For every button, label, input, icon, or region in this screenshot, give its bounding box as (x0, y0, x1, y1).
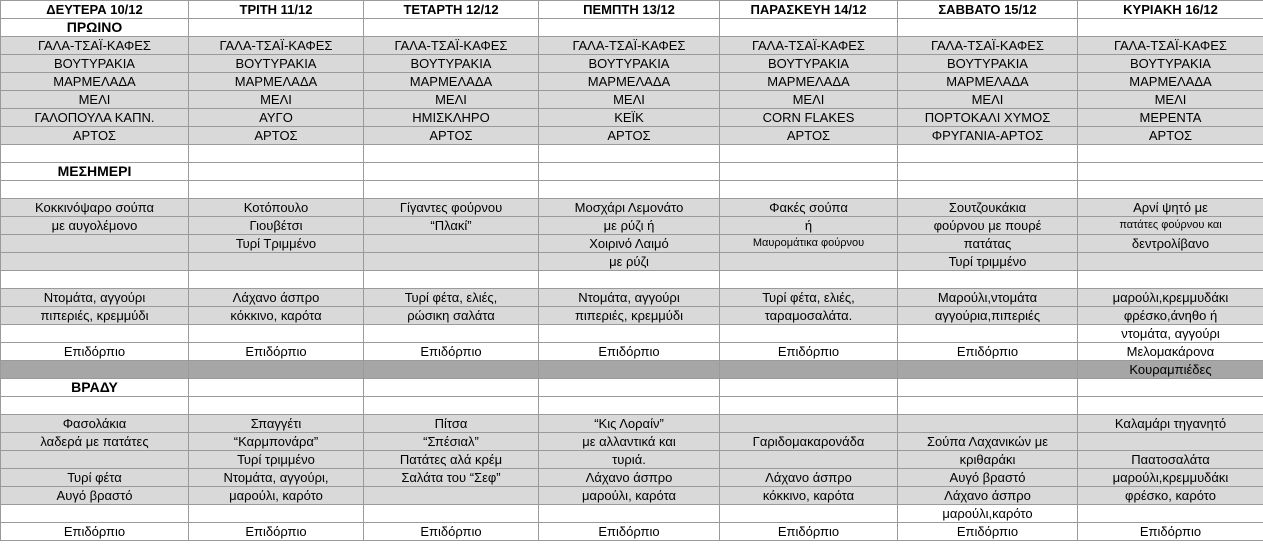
menu-row (1, 145, 1263, 163)
menu-cell: ΜΕΛΙ (1078, 91, 1263, 109)
menu-cell: τυριά. (539, 451, 720, 469)
menu-cell (720, 397, 898, 415)
menu-cell: ΜΕΡΕΝΤΑ (1078, 109, 1263, 127)
menu-cell (539, 325, 720, 343)
menu-cell (539, 379, 720, 397)
menu-cell: Τυρί τριμμένο (898, 253, 1078, 271)
menu-cell: πατάτας (898, 235, 1078, 253)
menu-cell: Κοτόπουλο (189, 199, 364, 217)
menu-cell (1078, 271, 1263, 289)
menu-cell: μαρούλι,κρεμμυδάκι (1078, 289, 1263, 307)
menu-cell: φρέσκο, καρότο (1078, 487, 1263, 505)
menu-cell: ΜΑΡΜΕΛΑΔΑ (720, 73, 898, 91)
menu-cell: κόκκινο, καρότα (720, 487, 898, 505)
menu-cell: Επιδόρπιο (364, 343, 539, 361)
menu-cell (189, 379, 364, 397)
meal-section-title: ΒΡΑΔΥ (1, 379, 189, 397)
menu-cell: ή (720, 217, 898, 235)
menu-cell: με αλλαντικά και (539, 433, 720, 451)
menu-cell (720, 415, 898, 433)
menu-row (1, 235, 1263, 253)
menu-cell: Μαυρομάτικα φούρνου (720, 235, 898, 253)
menu-cell: μαρούλι, καρότο (189, 487, 364, 505)
menu-cell: ΓΑΛΑ-ΤΣΑΪ-ΚΑΦΕΣ (898, 37, 1078, 55)
menu-cell (1078, 145, 1263, 163)
menu-cell: Γαριδομακαρονάδα (720, 433, 898, 451)
menu-cell: Σούπα Λαχανικών με (898, 433, 1078, 451)
menu-cell (720, 19, 898, 37)
menu-row (1, 73, 1263, 91)
menu-cell: Επιδόρπιο (1, 343, 189, 361)
menu-cell (364, 181, 539, 199)
menu-cell: ΒΟΥΤΥΡΑΚΙΑ (720, 55, 898, 73)
menu-cell (1078, 505, 1263, 523)
menu-cell: Επιδόρπιο (189, 523, 364, 541)
menu-row (1, 271, 1263, 289)
menu-row (1, 325, 1263, 343)
menu-cell (189, 145, 364, 163)
menu-cell: Αυγό βραστό (1, 487, 189, 505)
menu-cell: ΜΑΡΜΕΛΑΔΑ (539, 73, 720, 91)
menu-row (1, 505, 1263, 523)
menu-cell (898, 19, 1078, 37)
menu-cell (1, 235, 189, 253)
menu-cell: Επιδόρπιο (720, 523, 898, 541)
meal-section-row (1, 19, 1263, 37)
menu-cell: “Σπέσιαλ” (364, 433, 539, 451)
menu-cell: ΓΑΛΟΠΟΥΛΑ ΚΑΠΝ. (1, 109, 189, 127)
menu-cell: Σαλάτα του “Σεφ” (364, 469, 539, 487)
menu-cell: φούρνου με πουρέ (898, 217, 1078, 235)
menu-cell: ΚΕΪΚ (539, 109, 720, 127)
menu-cell (1078, 181, 1263, 199)
menu-cell (189, 181, 364, 199)
menu-cell (539, 19, 720, 37)
menu-row (1, 451, 1263, 469)
menu-cell: κριθαράκι (898, 451, 1078, 469)
menu-cell (364, 253, 539, 271)
menu-cell: ΜΑΡΜΕΛΑΔΑ (364, 73, 539, 91)
menu-cell: Τυρί φέτα, ελιές, (364, 289, 539, 307)
menu-cell (1, 271, 189, 289)
menu-cell: Επιδόρπιο (898, 523, 1078, 541)
menu-cell: ΑΡΤΟΣ (1, 127, 189, 145)
menu-cell: Επιδόρπιο (539, 523, 720, 541)
menu-cell (364, 379, 539, 397)
menu-cell (364, 325, 539, 343)
menu-cell: “Καρμπονάρα” (189, 433, 364, 451)
menu-cell: Πατάτες αλά κρέμ (364, 451, 539, 469)
menu-cell: Καλαμάρι τηγανητό (1078, 415, 1263, 433)
day-header-cell: ΠΕΜΠΤΗ 13/12 (539, 1, 720, 19)
menu-cell: Επιδόρπιο (1078, 523, 1263, 541)
menu-cell: “Κις Λοραίν” (539, 415, 720, 433)
menu-cell: Παατοσαλάτα (1078, 451, 1263, 469)
menu-cell: πιπεριές, κρεμμύδι (1, 307, 189, 325)
menu-cell: ΜΕΛΙ (364, 91, 539, 109)
menu-cell (1, 181, 189, 199)
menu-cell (364, 19, 539, 37)
menu-cell (539, 397, 720, 415)
menu-cell: Κουραμπιέδες (1078, 361, 1263, 379)
menu-cell: Λάχανο άσπρο (720, 469, 898, 487)
menu-cell: Ντομάτα, αγγούρι, (189, 469, 364, 487)
menu-cell (898, 181, 1078, 199)
menu-cell: αγγούρια,πιπεριές (898, 307, 1078, 325)
menu-cell: Χοιρινό Λαιμό (539, 235, 720, 253)
menu-cell: Φασολάκια (1, 415, 189, 433)
menu-cell (539, 145, 720, 163)
menu-cell (364, 505, 539, 523)
menu-cell (189, 505, 364, 523)
menu-row (1, 55, 1263, 73)
menu-cell (720, 145, 898, 163)
menu-cell: Επιδόρπιο (1, 523, 189, 541)
menu-cell (898, 397, 1078, 415)
menu-cell (539, 163, 720, 181)
menu-cell (364, 235, 539, 253)
menu-cell (720, 325, 898, 343)
menu-cell: ΒΟΥΤΥΡΑΚΙΑ (364, 55, 539, 73)
menu-cell: ΑΡΤΟΣ (539, 127, 720, 145)
meal-section-row (1, 379, 1263, 397)
menu-cell (1078, 253, 1263, 271)
menu-cell (1078, 397, 1263, 415)
menu-row (1, 397, 1263, 415)
menu-cell: Λάχανο άσπρο (189, 289, 364, 307)
day-header-cell: ΔΕΥΤΕΡΑ 10/12 (1, 1, 189, 19)
menu-cell (364, 145, 539, 163)
menu-row (1, 289, 1263, 307)
menu-cell: ΜΕΛΙ (539, 91, 720, 109)
menu-cell: λαδερά με πατάτες (1, 433, 189, 451)
meal-section-row (1, 163, 1263, 181)
menu-cell (364, 487, 539, 505)
menu-cell: κόκκινο, καρότα (189, 307, 364, 325)
menu-cell: Μαρούλι,ντομάτα (898, 289, 1078, 307)
menu-cell (189, 361, 364, 379)
menu-cell: ΜΕΛΙ (720, 91, 898, 109)
menu-row (1, 127, 1263, 145)
menu-cell: ΓΑΛΑ-ΤΣΑΪ-ΚΑΦΕΣ (364, 37, 539, 55)
menu-cell (720, 271, 898, 289)
meal-section-title: ΜΕΣΗΜΕΡΙ (1, 163, 189, 181)
menu-cell (898, 415, 1078, 433)
menu-cell (189, 253, 364, 271)
menu-cell: φρέσκο,άνηθο ή (1078, 307, 1263, 325)
menu-cell: ντομάτα, αγγούρι (1078, 325, 1263, 343)
menu-cell: ΑΡΤΟΣ (1078, 127, 1263, 145)
menu-cell (898, 145, 1078, 163)
menu-cell (539, 271, 720, 289)
menu-cell: Τυρί Τριμμένο (189, 235, 364, 253)
menu-cell: Γίγαντες φούρνου (364, 199, 539, 217)
day-header-row (1, 1, 1263, 19)
menu-body (1, 1, 1263, 541)
menu-cell (189, 271, 364, 289)
menu-cell (189, 163, 364, 181)
menu-cell (898, 325, 1078, 343)
menu-cell: Τυρί τριμμένο (189, 451, 364, 469)
menu-cell (720, 181, 898, 199)
menu-cell (1, 145, 189, 163)
menu-cell: ΜΑΡΜΕΛΑΔΑ (189, 73, 364, 91)
menu-cell (720, 253, 898, 271)
menu-cell (1078, 163, 1263, 181)
menu-row (1, 199, 1263, 217)
menu-cell: μαρούλι,κρεμμυδάκι (1078, 469, 1263, 487)
menu-cell: ΜΑΡΜΕΛΑΔΑ (1078, 73, 1263, 91)
menu-cell (539, 505, 720, 523)
menu-cell: ΑΡΤΟΣ (189, 127, 364, 145)
day-header-cell: ΤΕΤΑΡΤΗ 12/12 (364, 1, 539, 19)
menu-cell: Ντομάτα, αγγούρι (539, 289, 720, 307)
menu-cell: ΜΕΛΙ (1, 91, 189, 109)
menu-cell: πιπεριές, κρεμμύδι (539, 307, 720, 325)
day-header-cell: ΣΑΒΒΑΤΟ 15/12 (898, 1, 1078, 19)
menu-cell: με ρύζι (539, 253, 720, 271)
menu-row (1, 307, 1263, 325)
menu-cell: ΓΑΛΑ-ΤΣΑΪ-ΚΑΦΕΣ (189, 37, 364, 55)
menu-cell (1, 451, 189, 469)
menu-cell: ΓΑΛΑ-ΤΣΑΪ-ΚΑΦΕΣ (1078, 37, 1263, 55)
menu-row (1, 433, 1263, 451)
menu-cell (898, 271, 1078, 289)
menu-cell: Μοσχάρι Λεμονάτο (539, 199, 720, 217)
menu-cell (720, 379, 898, 397)
menu-cell (898, 163, 1078, 181)
menu-cell (898, 379, 1078, 397)
menu-cell: ΒΟΥΤΥΡΑΚΙΑ (898, 55, 1078, 73)
menu-cell: Επιδόρπιο (898, 343, 1078, 361)
menu-cell (1, 325, 189, 343)
menu-cell: Φακές σούπα (720, 199, 898, 217)
menu-row (1, 253, 1263, 271)
menu-cell: Επιδόρπιο (720, 343, 898, 361)
menu-cell: ΜΕΛΙ (898, 91, 1078, 109)
menu-cell: ΓΑΛΑ-ΤΣΑΪ-ΚΑΦΕΣ (539, 37, 720, 55)
menu-cell: “Πλακί” (364, 217, 539, 235)
menu-row (1, 91, 1263, 109)
day-header-cell: ΤΡΙΤΗ 11/12 (189, 1, 364, 19)
menu-cell: ΑΥΓΟ (189, 109, 364, 127)
menu-cell: μαρούλι,καρότο (898, 505, 1078, 523)
menu-cell: ΜΕΛΙ (189, 91, 364, 109)
menu-cell (364, 397, 539, 415)
menu-row (1, 217, 1263, 235)
menu-cell (539, 361, 720, 379)
menu-cell (364, 271, 539, 289)
menu-row (1, 523, 1263, 541)
menu-cell (364, 361, 539, 379)
menu-row (1, 487, 1263, 505)
menu-row (1, 343, 1263, 361)
menu-cell: ΒΟΥΤΥΡΑΚΙΑ (539, 55, 720, 73)
menu-cell (1, 397, 189, 415)
menu-cell: ΜΑΡΜΕΛΑΔΑ (898, 73, 1078, 91)
menu-cell: ΓΑΛΑ-ΤΣΑΪ-ΚΑΦΕΣ (720, 37, 898, 55)
menu-cell (189, 325, 364, 343)
menu-cell: CORN FLAKES (720, 109, 898, 127)
menu-cell: ΜΑΡΜΕΛΑΔΑ (1, 73, 189, 91)
menu-cell (1078, 433, 1263, 451)
menu-cell: Επιδόρπιο (189, 343, 364, 361)
menu-cell: ΒΟΥΤΥΡΑΚΙΑ (1, 55, 189, 73)
menu-row (1, 181, 1263, 199)
menu-cell: πατάτες φούρνου και (1078, 217, 1263, 235)
menu-cell: με ρύζι ή (539, 217, 720, 235)
menu-cell: Γιουβέτσι (189, 217, 364, 235)
menu-cell: Κοκκινόψαρο σούπα (1, 199, 189, 217)
menu-cell (1, 361, 189, 379)
menu-cell: Λάχανο άσπρο (539, 469, 720, 487)
menu-cell (720, 163, 898, 181)
menu-row (1, 109, 1263, 127)
menu-cell: ΦΡΥΓΑΝΙΑ-ΑΡΤΟΣ (898, 127, 1078, 145)
menu-cell: Αρνί ψητό με (1078, 199, 1263, 217)
menu-cell (1, 253, 189, 271)
menu-cell: ΑΡΤΟΣ (364, 127, 539, 145)
menu-cell: ΗΜΙΣΚΛΗΡΟ (364, 109, 539, 127)
menu-cell: ταραμοσαλάτα. (720, 307, 898, 325)
menu-cell (720, 505, 898, 523)
menu-cell: Αυγό βραστό (898, 469, 1078, 487)
day-header-cell: ΠΑΡΑΣΚΕΥΗ 14/12 (720, 1, 898, 19)
menu-row (1, 469, 1263, 487)
menu-cell: Σπαγγέτι (189, 415, 364, 433)
menu-cell (364, 163, 539, 181)
menu-cell: Μελομακάρονα (1078, 343, 1263, 361)
menu-cell: ΠΟΡΤΟΚΑΛΙ ΧΥΜΟΣ (898, 109, 1078, 127)
menu-cell (720, 451, 898, 469)
menu-cell: ΑΡΤΟΣ (720, 127, 898, 145)
menu-cell (898, 361, 1078, 379)
menu-cell: ΒΟΥΤΥΡΑΚΙΑ (1078, 55, 1263, 73)
menu-cell (189, 19, 364, 37)
menu-cell: ΒΟΥΤΥΡΑΚΙΑ (189, 55, 364, 73)
menu-cell (539, 181, 720, 199)
menu-cell (189, 397, 364, 415)
menu-row (1, 37, 1263, 55)
menu-row (1, 361, 1263, 379)
menu-cell: Ντομάτα, αγγούρι (1, 289, 189, 307)
menu-cell: ΓΑΛΑ-ΤΣΑΪ-ΚΑΦΕΣ (1, 37, 189, 55)
menu-cell: Τυρί φέτα, ελιές, (720, 289, 898, 307)
meal-section-title: ΠΡΩΙΝΟ (1, 19, 189, 37)
menu-cell: Σουτζουκάκια (898, 199, 1078, 217)
menu-cell (1078, 379, 1263, 397)
menu-cell: Πίτσα (364, 415, 539, 433)
menu-cell: Επιδόρπιο (539, 343, 720, 361)
menu-cell: Επιδόρπιο (364, 523, 539, 541)
menu-cell (1, 505, 189, 523)
menu-cell: μαρούλι, καρότα (539, 487, 720, 505)
menu-cell: Τυρί φέτα (1, 469, 189, 487)
menu-row (1, 415, 1263, 433)
menu-cell: ρώσικη σαλάτα (364, 307, 539, 325)
menu-cell: με αυγολέμονο (1, 217, 189, 235)
menu-cell: Λάχανο άσπρο (898, 487, 1078, 505)
menu-cell (720, 361, 898, 379)
menu-cell: δεντρολίβανο (1078, 235, 1263, 253)
menu-cell (1078, 19, 1263, 37)
day-header-cell: ΚΥΡΙΑΚΗ 16/12 (1078, 1, 1263, 19)
